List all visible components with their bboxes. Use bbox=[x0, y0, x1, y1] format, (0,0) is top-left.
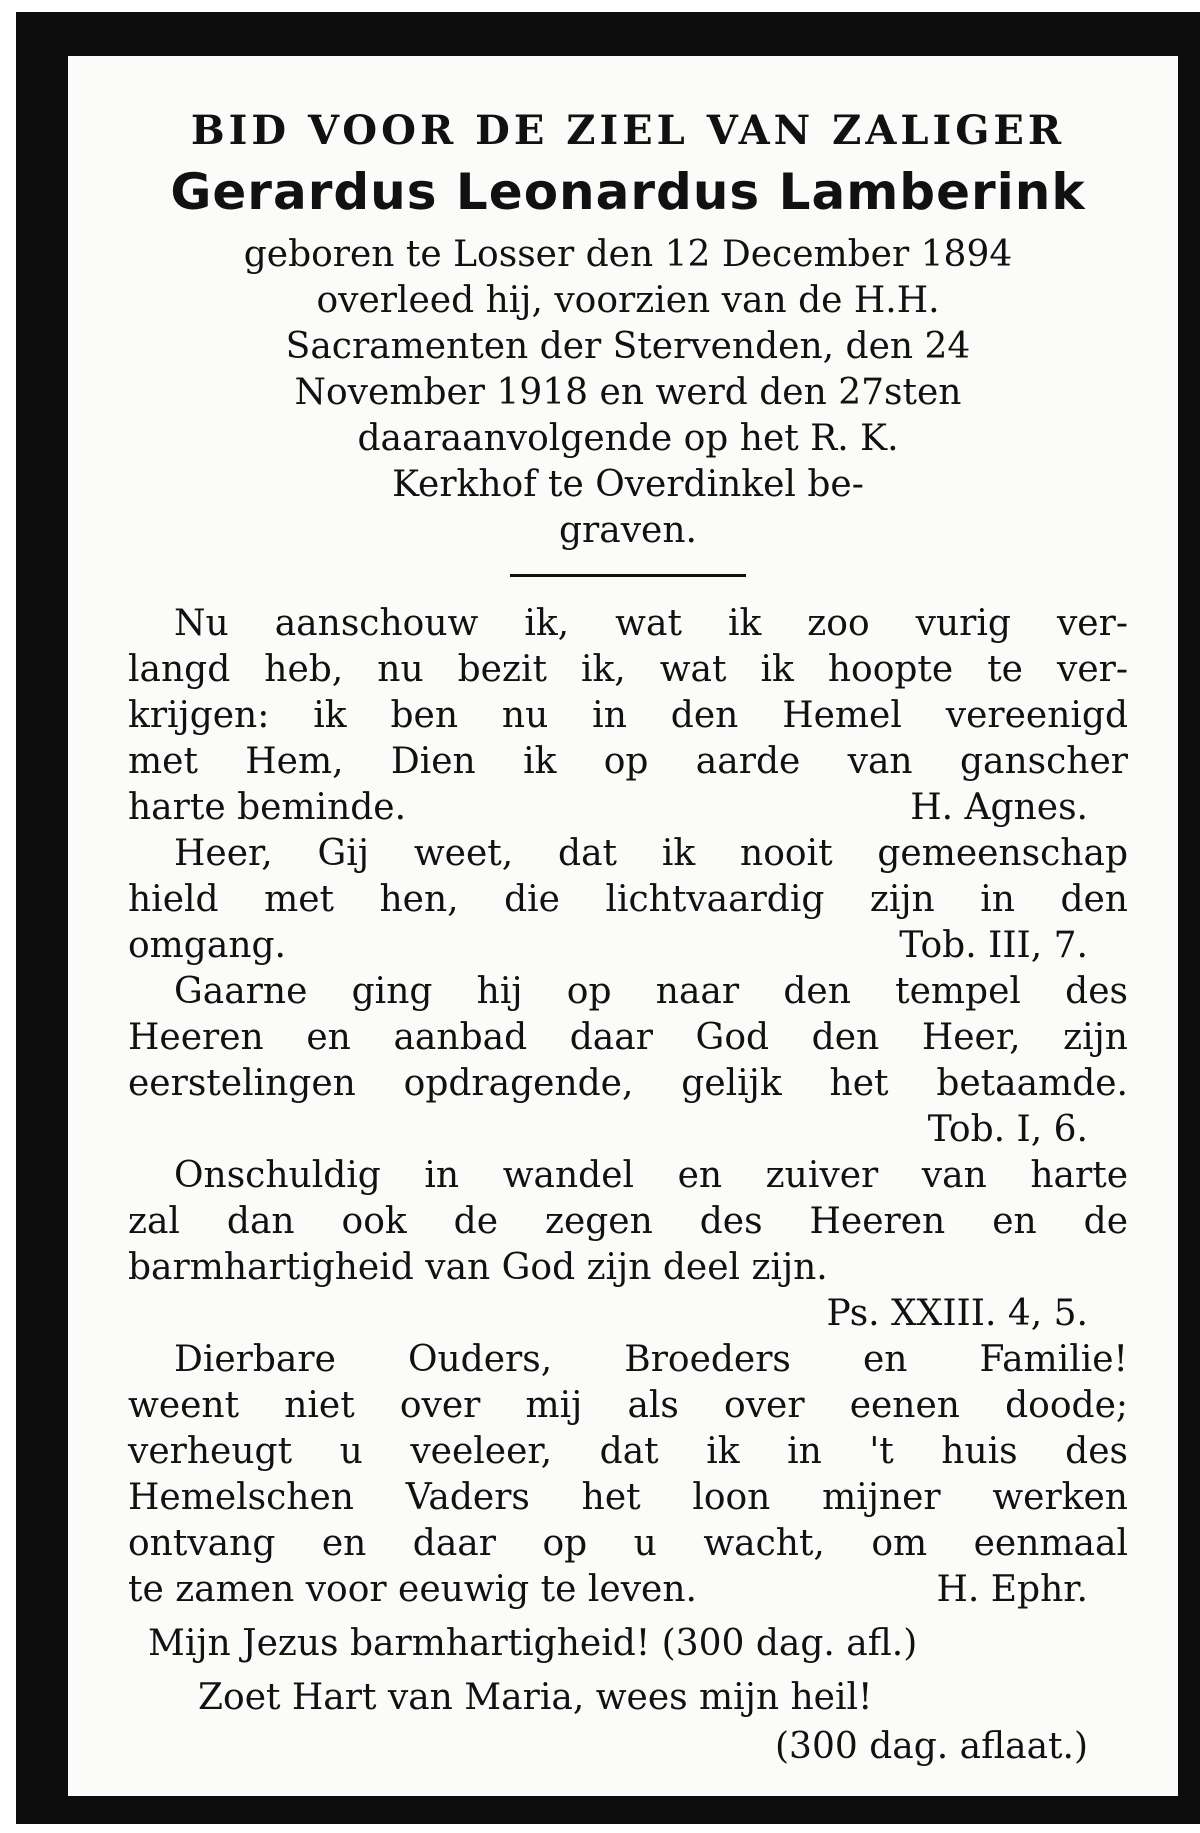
quote-line: ontvang en daar op u wacht, om eenmaal bbox=[128, 1523, 1128, 1564]
bio-line: November 1918 en werd den 27sten bbox=[294, 372, 962, 413]
quote-line: Onschuldig in wandel en zuiver van harte bbox=[174, 1155, 1128, 1196]
quote-line: met Hem, Dien ik op aarde van ganscher bbox=[128, 741, 1128, 782]
card-content bbox=[128, 106, 1128, 1769]
quote-last-line bbox=[128, 785, 1128, 831]
divider-rule bbox=[510, 574, 746, 577]
quote-last-line bbox=[128, 923, 1128, 969]
quote-line: Heeren en aanbad daar God den Heer, zijn bbox=[128, 1017, 1128, 1058]
quote-line: barmhartigheid van God zijn deel zijn. bbox=[128, 1247, 828, 1288]
quote-source: Ps. XXIII. 4, 5. bbox=[826, 1293, 1088, 1334]
quote-last-line bbox=[128, 1567, 1128, 1613]
quote-line: langd heb, nu bezit ik, wat ik hoopte te ver- bbox=[128, 649, 1128, 690]
memorial-card bbox=[68, 56, 1178, 1796]
quote-line: te zamen voor eeuwig te leven. bbox=[128, 1569, 697, 1610]
quote-line: omgang. bbox=[128, 925, 286, 966]
quote-line: krijgen: ik ben nu in den Hemel vereenigd bbox=[128, 695, 1128, 736]
prayer-jesus: Mijn Jezus barmhartigheid! (300 dag. afl.) bbox=[148, 1623, 918, 1664]
prayer-indulgence: (300 dag. aflaat.) bbox=[775, 1726, 1088, 1767]
quote-line: hield met hen, die lichtvaardig zijn in den bbox=[128, 879, 1128, 920]
quote-source: H. Agnes. bbox=[910, 787, 1088, 828]
bio-line: Sacramenten der Stervenden, den 24 bbox=[285, 326, 971, 367]
quote-line: eerstelingen opdragende, gelijk het betaamde. bbox=[128, 1063, 1128, 1104]
bio-line: daaraanvolgende op het R. K. bbox=[357, 418, 899, 459]
card-heading: BID VOOR DE ZIEL VAN ZALIGER bbox=[190, 107, 1066, 154]
biography bbox=[128, 232, 1128, 554]
quote-source: H. Ephr. bbox=[936, 1569, 1088, 1610]
quote-line: weent niet over mij als over eenen doode; bbox=[128, 1385, 1128, 1426]
bio-line: overleed hij, voorzien van de H.H. bbox=[316, 280, 940, 321]
prayer-maria: Zoet Hart van Maria, wees mijn heil! bbox=[198, 1677, 873, 1718]
quote-tobit-3 bbox=[128, 831, 1128, 969]
prayers bbox=[128, 1617, 1128, 1769]
quote-line: Hemelschen Vaders het loon mijner werken bbox=[128, 1477, 1128, 1518]
quote-line: Gaarne ging hij op naar den tempel des bbox=[174, 971, 1128, 1012]
quote-tobit-1 bbox=[128, 969, 1128, 1153]
quote-line: zal dan ook de zegen des Heeren en de bbox=[128, 1201, 1128, 1242]
deceased-name: Gerardus Leonardus Lamberink bbox=[170, 163, 1086, 221]
quote-line: harte beminde. bbox=[128, 787, 407, 828]
quote-source: Tob. I, 6. bbox=[927, 1109, 1088, 1150]
quote-source: Tob. III, 7. bbox=[899, 925, 1088, 966]
quote-psalm bbox=[128, 1153, 1128, 1337]
quote-line: Heer, Gij weet, dat ik nooit gemeenschap bbox=[174, 833, 1128, 874]
memorial-card-border bbox=[16, 12, 1200, 1824]
bio-line: Kerkhof te Overdinkel be- bbox=[392, 464, 864, 505]
quote-agnes bbox=[128, 601, 1128, 831]
quote-line: Dierbare Ouders, Broeders en Familie! bbox=[174, 1339, 1128, 1380]
quote-line: verheugt u veeleer, dat ik in 't huis des bbox=[128, 1431, 1128, 1472]
quote-line: Nu aanschouw ik, wat ik zoo vurig ver- bbox=[174, 603, 1128, 644]
bio-line: graven. bbox=[559, 510, 697, 551]
quote-ephrem bbox=[128, 1337, 1128, 1613]
bio-line: geboren te Losser den 12 December 1894 bbox=[243, 234, 1013, 275]
